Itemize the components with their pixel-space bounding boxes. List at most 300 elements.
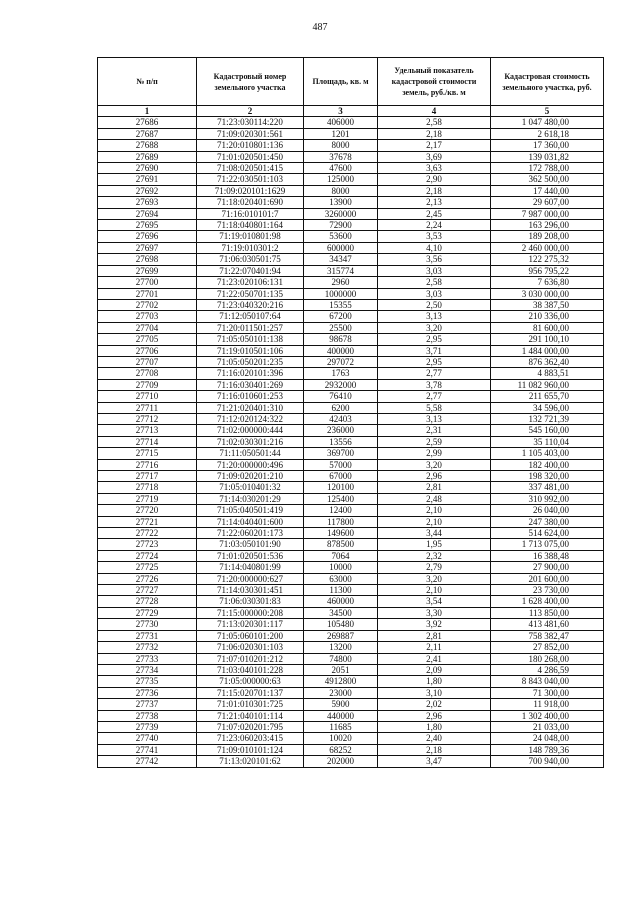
specific-value: 1,80 [378,676,491,687]
area: 2051 [304,664,378,675]
cadastral-value: 337 481,00 [491,482,604,493]
table-row [98,277,604,288]
table-row [98,448,604,459]
table-row [98,573,604,584]
specific-value: 3,78 [378,379,491,390]
table-row [98,482,604,493]
area: 369700 [304,448,378,459]
table-row [98,334,604,345]
row-number: 27716 [98,459,197,470]
cadastral-number: 71:05:000000:63 [197,676,304,687]
row-number: 27731 [98,630,197,641]
specific-value: 2,99 [378,448,491,459]
area: 236000 [304,425,378,436]
row-number: 27698 [98,254,197,265]
cadastral-number: 71:23:040320:216 [197,299,304,310]
area: 10020 [304,733,378,744]
cadastral-number: 71:01:010301:725 [197,699,304,710]
cadastral-value: 201 600,00 [491,573,604,584]
cadastral-number: 71:23:030114:220 [197,117,304,128]
cadastral-number: 71:08:020501:415 [197,163,304,174]
specific-value: 2,58 [378,277,491,288]
table-row [98,151,604,162]
area: 76410 [304,391,378,402]
table-row [98,687,604,698]
row-number: 27709 [98,379,197,390]
row-number: 27711 [98,402,197,413]
cadastral-value: 413 481,60 [491,619,604,630]
cadastral-number: 71:23:020106:131 [197,277,304,288]
area: 67000 [304,471,378,482]
column-number: 4 [378,106,491,117]
specific-value: 2,50 [378,299,491,310]
row-number: 27696 [98,231,197,242]
specific-value: 2,77 [378,368,491,379]
table-row [98,288,604,299]
cadastral-value: 247 380,00 [491,516,604,527]
row-number: 27734 [98,664,197,675]
specific-value: 2,13 [378,197,491,208]
specific-value: 2,95 [378,356,491,367]
area: 297072 [304,356,378,367]
cadastral-value: 291 100,10 [491,334,604,345]
row-number: 27732 [98,642,197,653]
specific-value: 2,59 [378,436,491,447]
table-row [98,356,604,367]
table-row [98,402,604,413]
specific-value: 2,81 [378,482,491,493]
specific-value: 2,31 [378,425,491,436]
row-number: 27691 [98,174,197,185]
area: 11300 [304,585,378,596]
specific-value: 3,44 [378,528,491,539]
cadastral-value: 24 048,00 [491,733,604,744]
column-number: 5 [491,106,604,117]
cadastral-number: 71:22:070401:94 [197,265,304,276]
specific-value: 3,63 [378,163,491,174]
area: 105480 [304,619,378,630]
specific-value: 2,10 [378,585,491,596]
cadastral-number: 71:05:050201:235 [197,356,304,367]
table-row [98,539,604,550]
area: 47600 [304,163,378,174]
cadastral-number: 71:01:020501:536 [197,550,304,561]
row-number: 27687 [98,128,197,139]
page-number: 487 [312,22,328,33]
table-row [98,710,604,721]
cadastral-value: 210 336,00 [491,311,604,322]
cadastral-number: 71:23:060203:415 [197,733,304,744]
specific-value: 2,79 [378,562,491,573]
specific-value: 2,11 [378,642,491,653]
area: 34347 [304,254,378,265]
row-number: 27704 [98,322,197,333]
cadastral-value: 132 721,39 [491,413,604,424]
area: 23000 [304,687,378,698]
cadastral-value: 4 883,51 [491,368,604,379]
specific-value: 2,41 [378,653,491,664]
area: 10000 [304,562,378,573]
table-row [98,664,604,675]
specific-value: 3,53 [378,231,491,242]
row-number: 27718 [98,482,197,493]
row-number: 27717 [98,471,197,482]
specific-value: 3,30 [378,607,491,618]
cadastral-value: 956 795,22 [491,265,604,276]
area: 1201 [304,128,378,139]
specific-value: 2,02 [378,699,491,710]
cadastral-number: 71:15:020701:137 [197,687,304,698]
cadastral-number: 71:22:060201:173 [197,528,304,539]
table-row [98,459,604,470]
cadastral-number: 71:18:040801:164 [197,220,304,231]
area: 57000 [304,459,378,470]
area: 42403 [304,413,378,424]
cadastral-value: 3 030 000,00 [491,288,604,299]
specific-value: 2,90 [378,174,491,185]
header-specific-value: Удельный показатель кадастровой стоимости земель, руб./кв. м [378,58,491,106]
cadastral-number: 71:05:060101:200 [197,630,304,641]
table-row [98,208,604,219]
row-number: 27713 [98,425,197,436]
cadastral-value: 35 110,04 [491,436,604,447]
table-row [98,516,604,527]
cadastral-number: 71:09:020201:210 [197,471,304,482]
area: 15355 [304,299,378,310]
specific-value: 2,17 [378,140,491,151]
cadastral-value: 23 730,00 [491,585,604,596]
area: 878500 [304,539,378,550]
table-row [98,391,604,402]
specific-value: 2,48 [378,493,491,504]
cadastral-value: 758 382,47 [491,630,604,641]
cadastral-number: 71:09:020101:1629 [197,185,304,196]
column-number: 1 [98,106,197,117]
specific-value: 2,77 [378,391,491,402]
specific-value: 1,80 [378,721,491,732]
cadastral-number: 71:13:020101:62 [197,756,304,767]
cadastral-number: 71:03:040101:228 [197,664,304,675]
row-number: 27733 [98,653,197,664]
cadastral-value: 2 618,18 [491,128,604,139]
row-number: 27715 [98,448,197,459]
row-number: 27723 [98,539,197,550]
table-row [98,299,604,310]
area: 13900 [304,197,378,208]
cadastral-number: 71:16:010601:253 [197,391,304,402]
cadastral-value: 139 031,82 [491,151,604,162]
cadastral-value: 180 268,00 [491,653,604,664]
table-row [98,185,604,196]
cadastral-table [97,57,604,768]
cadastral-number: 71:20:010801:136 [197,140,304,151]
cadastral-number: 71:19:010301:2 [197,242,304,253]
area: 68252 [304,744,378,755]
cadastral-number: 71:20:000000:627 [197,573,304,584]
row-number: 27705 [98,334,197,345]
row-number: 27725 [98,562,197,573]
area: 98678 [304,334,378,345]
cadastral-number: 71:22:030501:103 [197,174,304,185]
area: 440000 [304,710,378,721]
cadastral-number: 71:05:040501:419 [197,505,304,516]
specific-value: 3,03 [378,288,491,299]
row-number: 27740 [98,733,197,744]
row-number: 27724 [98,550,197,561]
cadastral-value: 2 460 000,00 [491,242,604,253]
cadastral-number: 71:18:020401:690 [197,197,304,208]
area: 7064 [304,550,378,561]
specific-value: 3,13 [378,413,491,424]
table-row [98,493,604,504]
row-number: 27722 [98,528,197,539]
cadastral-number: 71:21:040101:114 [197,710,304,721]
cadastral-value: 38 387,50 [491,299,604,310]
area: 269887 [304,630,378,641]
row-number: 27708 [98,368,197,379]
cadastral-value: 1 105 403,00 [491,448,604,459]
column-number-row [98,106,604,117]
table-row [98,676,604,687]
table-row [98,311,604,322]
row-number: 27700 [98,277,197,288]
table-row [98,368,604,379]
area: 1000000 [304,288,378,299]
cadastral-value: 1 484 000,00 [491,345,604,356]
cadastral-value: 29 607,00 [491,197,604,208]
table-row [98,140,604,151]
row-number: 27736 [98,687,197,698]
cadastral-value: 7 987 000,00 [491,208,604,219]
specific-value: 2,24 [378,220,491,231]
cadastral-number: 71:14:040401:600 [197,516,304,527]
specific-value: 3,20 [378,573,491,584]
cadastral-value: 362 500,00 [491,174,604,185]
row-number: 27719 [98,493,197,504]
specific-value: 3,54 [378,596,491,607]
table-row [98,174,604,185]
cadastral-value: 189 208,00 [491,231,604,242]
header-cadastral-value: Кадастровая стоимость земельного участка, руб. [491,58,604,106]
cadastral-number: 71:05:050101:138 [197,334,304,345]
area: 460000 [304,596,378,607]
cadastral-value: 113 850,00 [491,607,604,618]
cadastral-number: 71:07:010201:212 [197,653,304,664]
cadastral-value: 545 160,00 [491,425,604,436]
area: 67200 [304,311,378,322]
row-number: 27703 [98,311,197,322]
cadastral-value: 1 713 075,00 [491,539,604,550]
cadastral-value: 11 918,00 [491,699,604,710]
table-row [98,733,604,744]
table-row [98,619,604,630]
specific-value: 2,96 [378,710,491,721]
cadastral-number: 71:01:020501:450 [197,151,304,162]
area: 3260000 [304,208,378,219]
specific-value: 3,56 [378,254,491,265]
specific-value: 3,03 [378,265,491,276]
cadastral-value: 8 843 040,00 [491,676,604,687]
cadastral-value: 700 940,00 [491,756,604,767]
row-number: 27721 [98,516,197,527]
area: 8000 [304,185,378,196]
table-row [98,117,604,128]
cadastral-value: 4 286,59 [491,664,604,675]
cadastral-number: 71:11:050501:44 [197,448,304,459]
cadastral-number: 71:06:030501:75 [197,254,304,265]
row-number: 27695 [98,220,197,231]
cadastral-number: 71:22:050701:135 [197,288,304,299]
area: 202000 [304,756,378,767]
specific-value: 2,18 [378,185,491,196]
specific-value: 3,69 [378,151,491,162]
cadastral-value: 16 388,48 [491,550,604,561]
cadastral-number: 71:14:030201:29 [197,493,304,504]
table-row [98,744,604,755]
row-number: 27701 [98,288,197,299]
area: 149600 [304,528,378,539]
cadastral-number: 71:03:050101:90 [197,539,304,550]
specific-value: 2,58 [378,117,491,128]
cadastral-number: 71:19:010501:106 [197,345,304,356]
row-number: 27688 [98,140,197,151]
cadastral-value: 81 600,00 [491,322,604,333]
area: 406000 [304,117,378,128]
row-number: 27738 [98,710,197,721]
table-row [98,322,604,333]
column-number: 3 [304,106,378,117]
table-row [98,413,604,424]
cadastral-value: 514 624,00 [491,528,604,539]
table-row [98,562,604,573]
row-number: 27706 [98,345,197,356]
cadastral-value: 34 596,00 [491,402,604,413]
table-row [98,607,604,618]
row-number: 27689 [98,151,197,162]
specific-value: 2,81 [378,630,491,641]
specific-value: 2,95 [378,334,491,345]
area: 53600 [304,231,378,242]
table-row [98,163,604,174]
area: 315774 [304,265,378,276]
cadastral-value: 1 047 480,00 [491,117,604,128]
cadastral-number: 71:12:050107:64 [197,311,304,322]
cadastral-number: 71:16:020101:396 [197,368,304,379]
specific-value: 2,32 [378,550,491,561]
area: 117800 [304,516,378,527]
area: 5900 [304,699,378,710]
area: 74800 [304,653,378,664]
cadastral-number: 71:09:010101:124 [197,744,304,755]
row-number: 27693 [98,197,197,208]
area: 25500 [304,322,378,333]
table-row [98,128,604,139]
cadastral-value: 310 992,00 [491,493,604,504]
row-number: 27726 [98,573,197,584]
cadastral-value: 27 900,00 [491,562,604,573]
table-row [98,721,604,732]
area: 63000 [304,573,378,584]
cadastral-value: 172 788,00 [491,163,604,174]
row-number: 27697 [98,242,197,253]
specific-value: 2,45 [378,208,491,219]
specific-value: 2,18 [378,744,491,755]
header-number: № п/п [98,58,197,106]
area: 13556 [304,436,378,447]
cadastral-value: 17 440,00 [491,185,604,196]
specific-value: 3,71 [378,345,491,356]
cadastral-number: 71:21:020401:310 [197,402,304,413]
area: 400000 [304,345,378,356]
table-row [98,436,604,447]
header-area: Площадь, кв. м [304,58,378,106]
table-row [98,653,604,664]
cadastral-number: 71:19:010801:98 [197,231,304,242]
row-number: 27742 [98,756,197,767]
specific-value: 2,96 [378,471,491,482]
area: 2932000 [304,379,378,390]
row-number: 27735 [98,676,197,687]
cadastral-value: 27 852,00 [491,642,604,653]
cadastral-number: 71:14:030301:451 [197,585,304,596]
cadastral-value: 17 360,00 [491,140,604,151]
specific-value: 3,20 [378,459,491,470]
cadastral-value: 163 296,00 [491,220,604,231]
cadastral-number: 71:12:020124:322 [197,413,304,424]
cadastral-value: 71 300,00 [491,687,604,698]
specific-value: 3,47 [378,756,491,767]
row-number: 27728 [98,596,197,607]
row-number: 27686 [98,117,197,128]
cadastral-value: 7 636,80 [491,277,604,288]
cadastral-value: 211 655,70 [491,391,604,402]
row-number: 27730 [98,619,197,630]
area: 8000 [304,140,378,151]
area: 13200 [304,642,378,653]
area: 6200 [304,402,378,413]
header-row [98,58,604,106]
row-number: 27707 [98,356,197,367]
specific-value: 2,09 [378,664,491,675]
specific-value: 3,10 [378,687,491,698]
table-row [98,596,604,607]
row-number: 27714 [98,436,197,447]
row-number: 27692 [98,185,197,196]
table-row [98,642,604,653]
row-number: 27702 [98,299,197,310]
cadastral-value: 1 628 400,00 [491,596,604,607]
cadastral-number: 71:07:020201:795 [197,721,304,732]
table-row [98,528,604,539]
row-number: 27720 [98,505,197,516]
table-row [98,425,604,436]
cadastral-number: 71:13:020301:117 [197,619,304,630]
area: 12400 [304,505,378,516]
area: 2960 [304,277,378,288]
area: 600000 [304,242,378,253]
specific-value: 2,18 [378,128,491,139]
cadastral-number: 71:16:010101:7 [197,208,304,219]
row-number: 27727 [98,585,197,596]
table-row [98,242,604,253]
cadastral-number: 71:14:040801:99 [197,562,304,573]
specific-value: 2,10 [378,516,491,527]
cadastral-value: 182 400,00 [491,459,604,470]
area: 11685 [304,721,378,732]
table-row [98,550,604,561]
row-number: 27710 [98,391,197,402]
area: 120100 [304,482,378,493]
